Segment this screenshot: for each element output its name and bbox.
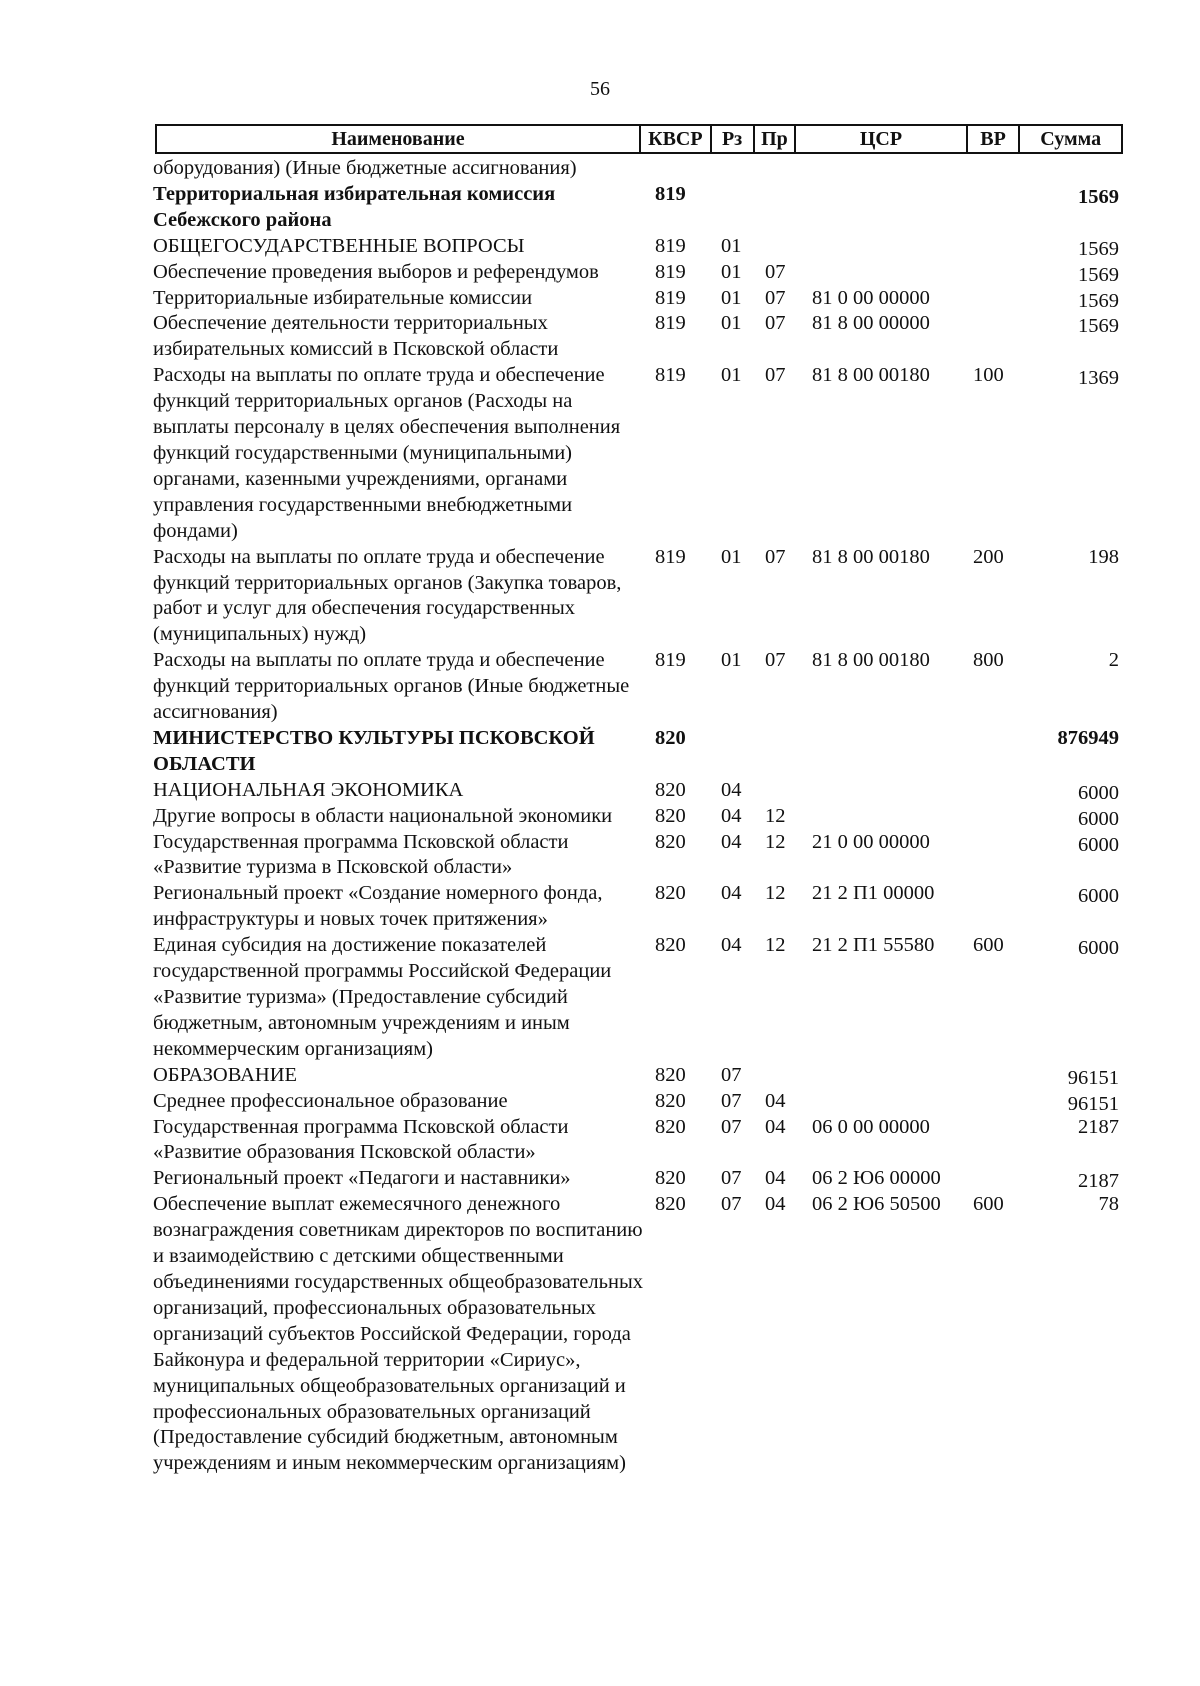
row-kvsr: 819	[655, 545, 686, 568]
row-name: Региональный проект «Педагоги и наставники»	[153, 1167, 571, 1190]
table-row	[153, 726, 1123, 778]
row-csr: 21 0 00 00000	[812, 830, 930, 853]
row-name: Расходы на выплаты по оплате труда и обеспечение функций территориальных органов (Иные бюджетные ассигнования)	[153, 649, 630, 724]
row-vr: 600	[973, 1193, 1004, 1216]
row-rz: 04	[721, 804, 742, 827]
row-sum: 1569	[1078, 289, 1119, 312]
row-name: Среднее профессиональное образование	[153, 1089, 508, 1112]
row-rz: 01	[721, 234, 742, 257]
row-vr: 800	[973, 649, 1004, 672]
row-vr: 100	[973, 364, 1004, 387]
table-row	[153, 311, 1123, 363]
row-name: Обеспечение проведения выборов и референдумов	[153, 260, 599, 283]
row-name: Региональный проект «Создание номерного фонда, инфраструктуры и новых точек притяжения»	[153, 882, 603, 931]
row-rz: 04	[721, 934, 742, 957]
header-csr: ЦСР	[796, 126, 967, 152]
table-row	[153, 933, 1123, 1063]
row-name: Территориальная избирательная комиссия Себежского района	[153, 182, 556, 231]
row-rz: 07	[721, 1089, 742, 1112]
row-sum: 2187	[1078, 1115, 1119, 1138]
row-pr: 07	[765, 364, 786, 387]
row-sum: 2	[1108, 649, 1119, 672]
row-kvsr: 819	[655, 286, 686, 309]
table-row	[153, 363, 1123, 544]
row-sum: 96151	[1067, 1092, 1119, 1115]
row-kvsr: 820	[655, 830, 686, 853]
row-sum: 1569	[1078, 315, 1119, 338]
row-name: Территориальные избирательные комиссии	[153, 286, 533, 309]
row-name: Государственная программа Псковской области «Развитие образования Псковской области»	[153, 1115, 569, 1164]
row-pr: 04	[765, 1115, 786, 1138]
table-row	[153, 1089, 1123, 1115]
row-rz: 07	[721, 1167, 742, 1190]
row-kvsr: 820	[655, 1193, 686, 1216]
row-rz: 07	[721, 1193, 742, 1216]
row-sum: 6000	[1078, 781, 1119, 804]
row-csr: 06 2 Ю6 00000	[812, 1167, 941, 1190]
table-header	[155, 124, 1123, 154]
row-sum: 96151	[1067, 1066, 1119, 1089]
table-row	[153, 1115, 1123, 1167]
row-kvsr: 819	[655, 182, 686, 205]
header-rz: Рз	[712, 126, 755, 152]
row-csr: 81 8 00 00000	[812, 312, 930, 335]
row-name: оборудования) (Иные бюджетные ассигнования)	[153, 157, 577, 179]
row-name: Другие вопросы в области национальной экономики	[153, 804, 613, 827]
page-number: 56	[590, 78, 610, 100]
row-sum: 6000	[1078, 833, 1119, 856]
table-row	[153, 156, 1123, 182]
row-rz: 01	[721, 649, 742, 672]
row-pr: 07	[765, 286, 786, 309]
row-pr: 07	[765, 260, 786, 283]
row-rz: 01	[721, 545, 742, 568]
row-kvsr: 819	[655, 364, 686, 387]
table-row	[153, 286, 1123, 312]
row-csr: 81 8 00 00180	[812, 364, 930, 387]
row-csr: 81 8 00 00180	[812, 649, 930, 672]
row-pr: 04	[765, 1089, 786, 1112]
row-pr: 12	[765, 830, 786, 853]
header-kvsr: КВСР	[641, 126, 712, 152]
row-name: Расходы на выплаты по оплате труда и обеспечение функций территориальных органов (Закупка товаров, работ и услуг для обеспечения государственных (муниципальных) нужд)	[153, 545, 622, 646]
row-pr: 12	[765, 934, 786, 957]
header-sum: Сумма	[1040, 127, 1102, 150]
row-rz: 01	[721, 312, 742, 335]
row-sum: 1369	[1078, 367, 1119, 390]
row-pr: 04	[765, 1193, 786, 1216]
row-name: Государственная программа Псковской области «Развитие туризма в Псковской области»	[153, 830, 569, 879]
row-kvsr: 820	[655, 804, 686, 827]
row-kvsr: 819	[655, 260, 686, 283]
row-kvsr: 819	[655, 649, 686, 672]
table-row	[153, 234, 1123, 260]
row-name: ОБЩЕГОСУДАРСТВЕННЫЕ ВОПРОСЫ	[153, 234, 525, 257]
row-rz: 04	[721, 830, 742, 853]
row-sum: 1569	[1078, 237, 1119, 260]
row-rz: 07	[721, 1063, 742, 1086]
row-kvsr: 820	[655, 1115, 686, 1138]
row-rz: 04	[721, 882, 742, 905]
row-pr: 12	[765, 882, 786, 905]
table-row	[153, 260, 1123, 286]
row-name: НАЦИОНАЛЬНАЯ ЭКОНОМИКА	[153, 778, 464, 801]
table-row	[153, 1192, 1123, 1477]
row-rz: 01	[721, 260, 742, 283]
row-sum: 198	[1088, 545, 1119, 568]
table-row	[153, 1063, 1123, 1089]
row-name: Единая субсидия на достижение показателей государственной программы Российской Федерации «Развитие туризма» (Предоставление субсидий бюджетным, автономным учреждениям и иным некоммерческим организациям)	[153, 934, 612, 1060]
table-row	[153, 648, 1123, 726]
row-kvsr: 819	[655, 312, 686, 335]
header-pr: Пр	[755, 126, 797, 152]
row-rz: 07	[721, 1115, 742, 1138]
row-csr: 21 2 П1 55580	[812, 934, 935, 957]
row-sum: 876949	[1057, 726, 1119, 749]
header-vr: ВР	[968, 126, 1021, 152]
row-kvsr: 820	[655, 1089, 686, 1112]
row-csr: 21 2 П1 00000	[812, 882, 935, 905]
header-name: Наименование	[157, 126, 641, 152]
table-row	[153, 830, 1123, 882]
row-pr: 12	[765, 804, 786, 827]
row-csr: 81 8 00 00180	[812, 545, 930, 568]
row-kvsr: 819	[655, 234, 686, 257]
row-name: Расходы на выплаты по оплате труда и обеспечение функций территориальных органов (Расходы на выплаты персоналу в целях обеспечения выполнения функций государственными (муниципальными) органами, казенными учреждениями, органами управления государственными внебюджетными фондами)	[153, 364, 621, 542]
row-sum: 6000	[1078, 937, 1119, 960]
row-csr: 81 0 00 00000	[812, 286, 930, 309]
row-sum: 6000	[1078, 807, 1119, 830]
row-sum: 6000	[1078, 885, 1119, 908]
row-rz: 01	[721, 364, 742, 387]
row-sum: 78	[1098, 1193, 1119, 1216]
row-kvsr: 820	[655, 934, 686, 957]
row-sum: 2187	[1078, 1170, 1119, 1193]
budget-table	[153, 156, 1123, 1477]
table-row	[153, 778, 1123, 804]
row-rz: 01	[721, 286, 742, 309]
row-csr: 06 0 00 00000	[812, 1115, 930, 1138]
row-pr: 07	[765, 312, 786, 335]
row-pr: 07	[765, 649, 786, 672]
row-rz: 04	[721, 778, 742, 801]
row-vr: 200	[973, 545, 1004, 568]
table-row	[153, 881, 1123, 933]
table-row	[153, 182, 1123, 234]
row-kvsr: 820	[655, 1167, 686, 1190]
row-kvsr: 820	[655, 778, 686, 801]
row-name: Обеспечение деятельности территориальных избирательных комиссий в Псковской области	[153, 312, 559, 361]
table-row	[153, 1166, 1123, 1192]
row-sum: 1569	[1078, 263, 1119, 286]
row-csr: 06 2 Ю6 50500	[812, 1193, 941, 1216]
row-kvsr: 820	[655, 726, 686, 749]
row-kvsr: 820	[655, 882, 686, 905]
row-name: МИНИСТЕРСТВО КУЛЬТУРЫ ПСКОВСКОЙ ОБЛАСТИ	[153, 726, 595, 775]
row-name: Обеспечение выплат ежемесячного денежного вознаграждения советникам директоров по воспитанию и взаимодействию с детскими общественными объединениями государственных общеобразовательных организаций, профессиональных образовательных организаций субъектов Российской Федерации, города Байконура и федеральной территории «Сириус», муниципальных общеобразовательных организаций и профессиональных образовательных организаций (Предоставление субсидий бюджетным, автономным учреждениям и иным некоммерческим организациям)	[153, 1193, 643, 1475]
table-row	[153, 804, 1123, 830]
row-name: ОБРАЗОВАНИЕ	[153, 1063, 298, 1086]
row-sum: 1569	[1078, 185, 1119, 208]
row-kvsr: 820	[655, 1063, 686, 1086]
table-row	[153, 545, 1123, 649]
row-pr: 04	[765, 1167, 786, 1190]
row-pr: 07	[765, 545, 786, 568]
row-vr: 600	[973, 934, 1004, 957]
